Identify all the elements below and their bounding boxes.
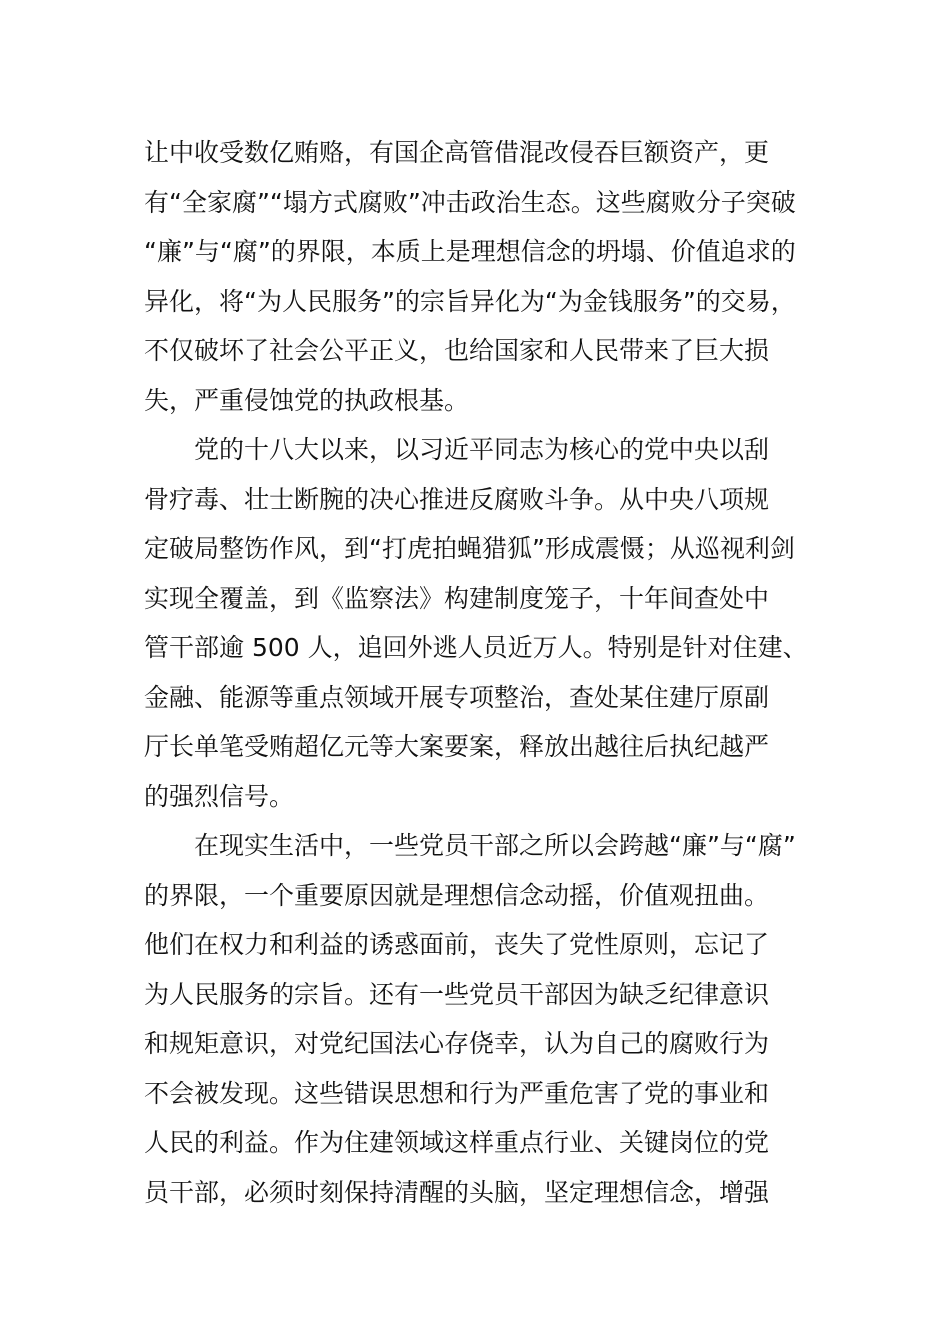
text-line: 失，严重侵蚀党的执政根基。: [144, 385, 470, 415]
text-line: 不仅破坏了社会公平正义，也给国家和人民带来了巨大损: [144, 336, 770, 365]
text-line: 员干部，必须时刻保持清醒的头脑，坚定理想信念，增强: [144, 1177, 770, 1207]
paragraph-2: [144, 425, 824, 821]
text-line: 管干部逾 500 人，追回外逃人员近万人。特别是针对住建、: [144, 633, 808, 662]
text-line: 实现全覆盖，到《监察法》构建制度笼子，十年间查处中: [144, 583, 770, 613]
text-line: 不会被发现。这些错误思想和行为严重危害了党的事业和: [144, 1078, 770, 1108]
text-line: 有“全家腐”“塌方式腐败”冲击政治生态。这些腐败分子突破: [144, 187, 796, 217]
text-line: “廉”与“腐”的界限，本质上是理想信念的坍塌、价值追求的: [144, 237, 796, 266]
text-line: 的界限，一个重要原因就是理想信念动摇，价值观扭曲。: [144, 880, 770, 910]
text-line: 厅长单笔受贿超亿元等大案要案，释放出越往后执纪越严: [144, 732, 770, 761]
paragraph-1: [144, 128, 824, 425]
text-line: 异化，将“为人民服务”的宗旨异化为“为金钱服务”的交易，: [144, 286, 796, 316]
text-line: 骨疗毒、壮士断腕的决心推进反腐败斗争。从中央八项规: [144, 484, 770, 514]
text-line: 他们在权力和利益的诱惑面前，丧失了党性原则，忘记了: [144, 930, 770, 959]
text-line: 人民的利益。作为住建领域这样重点行业、关键岗位的党: [144, 1128, 770, 1157]
text-line: 的强烈信号。: [144, 781, 295, 811]
text-line: 定破局整饬作风，到“打虎拍蝇猎狐”形成震慑；从巡视利剑: [144, 534, 795, 563]
text-line: 和规矩意识，对党纪国法心存侥幸，认为自己的腐败行为: [144, 1029, 770, 1058]
text-line: 让中收受数亿贿赂，有国企高管借混改侵吞巨额资产，更: [144, 138, 770, 167]
text-line: 在现实生活中，一些党员干部之所以会跨越“廉”与“腐”: [194, 831, 796, 860]
paragraph-3: [144, 821, 824, 1217]
text-line: 金融、能源等重点领域开展专项整治，查处某住建厅原副: [144, 682, 770, 712]
document-body: [144, 128, 824, 1217]
text-line: 为人民服务的宗旨。还有一些党员干部因为缺乏纪律意识: [144, 979, 770, 1009]
text-line: 党的十八大以来，以习近平同志为核心的党中央以刮: [194, 435, 770, 464]
